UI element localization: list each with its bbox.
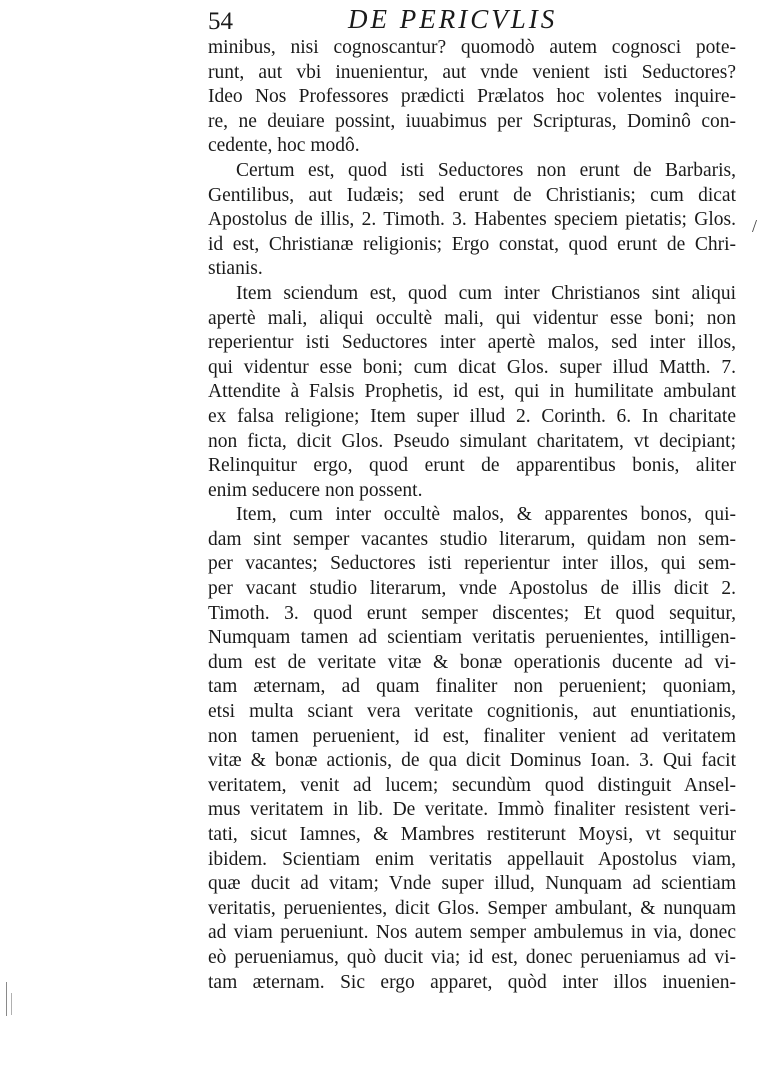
text-line: mus veritatem in lib. De veritate. Immò finaliter resistent veri- — [208, 799, 736, 821]
text-line: non ficta, dicit Glos. Pseudo simulant charitatem, vt decipiant; — [208, 430, 736, 452]
text-line: ex falsa religione; Item super illud 2. Corinth. 6. In charitate — [208, 405, 736, 427]
text-line: Relinquitur ergo, quod erunt de apparentibus bonis, aliter — [208, 455, 736, 477]
text-line: Item, cum inter occultè malos, & apparentes bonos, qui- — [236, 504, 736, 526]
text-line: quæ ducit ad vitam; Vnde super illud, Nunquam ad scientiam — [208, 873, 736, 895]
text-line: dum est de veritate vitæ & bonæ operationis ducente ad vi- — [208, 651, 736, 673]
text-line: tam æternam. Sic ergo apparet, quòd inter illos inuenien- — [208, 971, 736, 993]
text-line: eò perueniamus, quò ducit via; id est, donec perueniamus ad vi- — [208, 946, 736, 968]
text-line: minibus, nisi cognoscantur? quomodò autem cognosci pote- — [208, 37, 736, 58]
text-line: Attendite à Falsis Prophetis, id est, qui in humilitate ambulant — [208, 381, 736, 403]
text-line: Certum est, quod isti Seductores non erunt de Barbaris, — [236, 159, 736, 181]
text-line: Ideo Nos Professores prædicti Prælatos hoc volentes inquire- — [208, 86, 736, 108]
margin-note: / — [752, 216, 758, 236]
text-line: tati, sicut Iamnes, & Mambres restiterunt Moysi, vt sequitur — [208, 824, 736, 845]
text-line: Apostolus de illis, 2. Timoth. 3. Habentes speciem pietatis; Glos. — [208, 209, 736, 231]
text-line: qui videntur esse boni; cum dicat Glos. super illud Matth. 7. — [208, 356, 736, 378]
binding-mark — [6, 982, 7, 1016]
text-line: apertè mali, aliqui occultè mali, qui videntur esse boni; non — [208, 307, 736, 329]
text-line: Item sciendum est, quod cum inter Christianos sint aliqui — [236, 282, 736, 304]
text-line: reperientur isti Seductores inter apertè malos, sed inter illos, — [208, 332, 736, 354]
text-line: non tamen peruenient, id est, finaliter venient ad veritatem — [208, 725, 736, 747]
binding-mark — [11, 993, 12, 1015]
text-line: ibidem. Scientiam enim veritatis appellauit Apostolus viam, — [208, 848, 736, 870]
text-line: veritatis, peruenientes, dicit Glos. Semper ambulant, & nunquam — [208, 897, 736, 919]
running-head: DE PERICVLIS — [348, 4, 558, 34]
text-line: per vacant studio literarum, vnde Apostolus de illis dicit 2. — [208, 578, 736, 600]
text-line: stianis. — [208, 258, 263, 280]
text-line: runt, aut vbi inuenientur, aut vnde venient isti Seductores? — [208, 61, 736, 83]
text-line: cedente, hoc modô. — [208, 135, 360, 157]
text-line: vitæ & bonæ actionis, de qua dicit Dominus Ioan. 3. Qui facit — [208, 750, 736, 772]
text-line: ad viam perueniunt. Nos autem semper ambulemus in via, donec — [208, 922, 736, 944]
page-number: 54 — [208, 8, 233, 35]
text-line: enim seducere non possent. — [208, 479, 423, 501]
text-line: etsi multa sciant vera veritate cognitionis, aut enuntiationis, — [208, 701, 736, 723]
text-line: tam æternam, ad quam finaliter non peruenient; quoniam, — [208, 676, 736, 698]
text-line: Numquam tamen ad scientiam veritatis peruenientes, intilligen- — [208, 627, 736, 649]
text-line: id est, Christianæ religionis; Ergo constat, quod erunt de Chri- — [208, 233, 736, 255]
text-line: per vacantes; Seductores isti reperientur inter illos, qui sem- — [208, 553, 736, 575]
page-header — [208, 4, 678, 40]
body-text — [208, 36, 736, 995]
text-line: Timoth. 3. quod erunt semper discentes; Et quod sequitur, — [208, 602, 736, 624]
text-line: re, ne deuiare possint, iuuabimus per Scripturas, Dominô con- — [208, 110, 736, 132]
text-line: dam sint semper vacantes studio literarum, quidam non sem- — [208, 528, 736, 550]
text-line: Gentilibus, aut Iudæis; sed erunt de Christianis; cum dicat — [208, 184, 736, 206]
text-line: veritatem, venit ad lucem; secundùm quod distinguit Ansel- — [208, 774, 736, 796]
